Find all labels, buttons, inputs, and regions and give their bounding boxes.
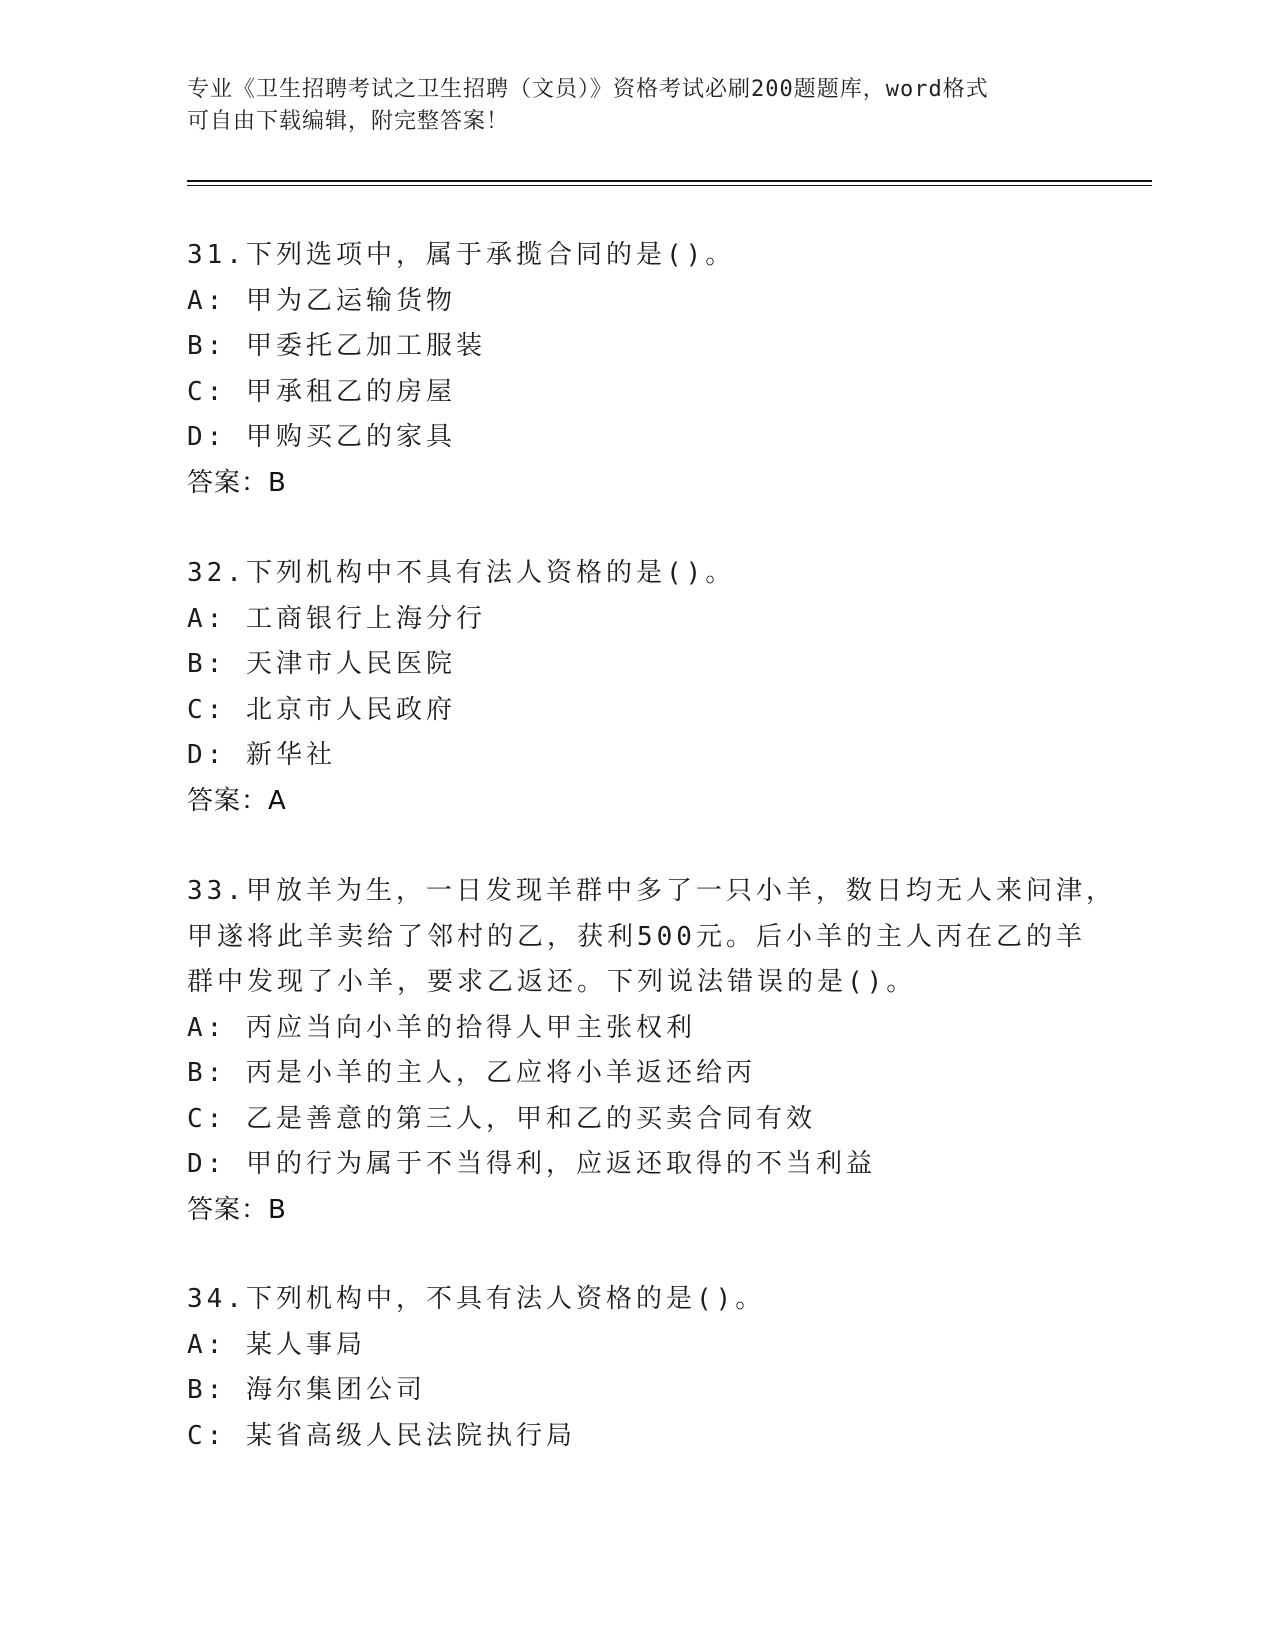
option-c: C: 北京市人民政府	[187, 694, 456, 725]
option-c: C: 某省高级人民法院执行局	[187, 1420, 576, 1451]
header-title-line-2: 可自由下载编辑，附完整答案！	[187, 109, 510, 134]
option-c: C: 甲承租乙的房屋	[187, 376, 456, 407]
option-c: C: 乙是善意的第三人，甲和乙的买卖合同有效	[187, 1103, 816, 1134]
question-31	[187, 233, 1147, 506]
option-a: A: 甲为乙运输货物	[187, 285, 456, 316]
answer-label: 答案：B	[187, 1194, 287, 1225]
question-stem-line-1: 33.甲放羊为生，一日发现羊群中多了一只小羊，数日均无人来问津，	[187, 876, 1116, 906]
option-d: D: 甲的行为属于不当得利，应返还取得的不当利益	[187, 1149, 876, 1179]
header-title-line-1: 专业《卫生招聘考试之卫生招聘（文员）》资格考试必刷200题题库，word格式	[187, 77, 989, 102]
option-b: B: 海尔集团公司	[187, 1375, 426, 1405]
header-divider-thin	[187, 185, 1152, 186]
option-b: B: 天津市人民医院	[187, 649, 456, 679]
header-divider-thick	[187, 180, 1152, 182]
question-34	[187, 1277, 1147, 1459]
question-32	[187, 551, 1147, 824]
answer-label: 答案：A	[187, 785, 287, 816]
option-d: D: 甲购买乙的家具	[187, 422, 456, 452]
question-33	[187, 869, 1147, 1233]
document-header	[187, 74, 1087, 138]
question-stem: 31.下列选项中，属于承揽合同的是()。	[187, 240, 736, 270]
question-stem-line-2: 甲遂将此羊卖给了邻村的乙，获利500元。后小羊的主人丙在乙的羊	[187, 921, 1086, 952]
question-stem: 32.下列机构中不具有法人资格的是()。	[187, 558, 736, 588]
option-a: A: 工商银行上海分行	[187, 603, 486, 634]
question-stem-line-3: 群中发现了小羊，要求乙返还。下列说法错误的是()。	[187, 967, 917, 997]
option-b: B: 丙是小羊的主人，乙应将小羊返还给丙	[187, 1058, 756, 1088]
option-a: A: 丙应当向小羊的拾得人甲主张权利	[187, 1012, 696, 1043]
option-a: A: 某人事局	[187, 1329, 366, 1360]
option-d: D: 新华社	[187, 740, 336, 770]
option-b: B: 甲委托乙加工服装	[187, 331, 486, 361]
answer-label: 答案：B	[187, 467, 287, 498]
question-stem: 34.下列机构中，不具有法人资格的是()。	[187, 1284, 766, 1314]
